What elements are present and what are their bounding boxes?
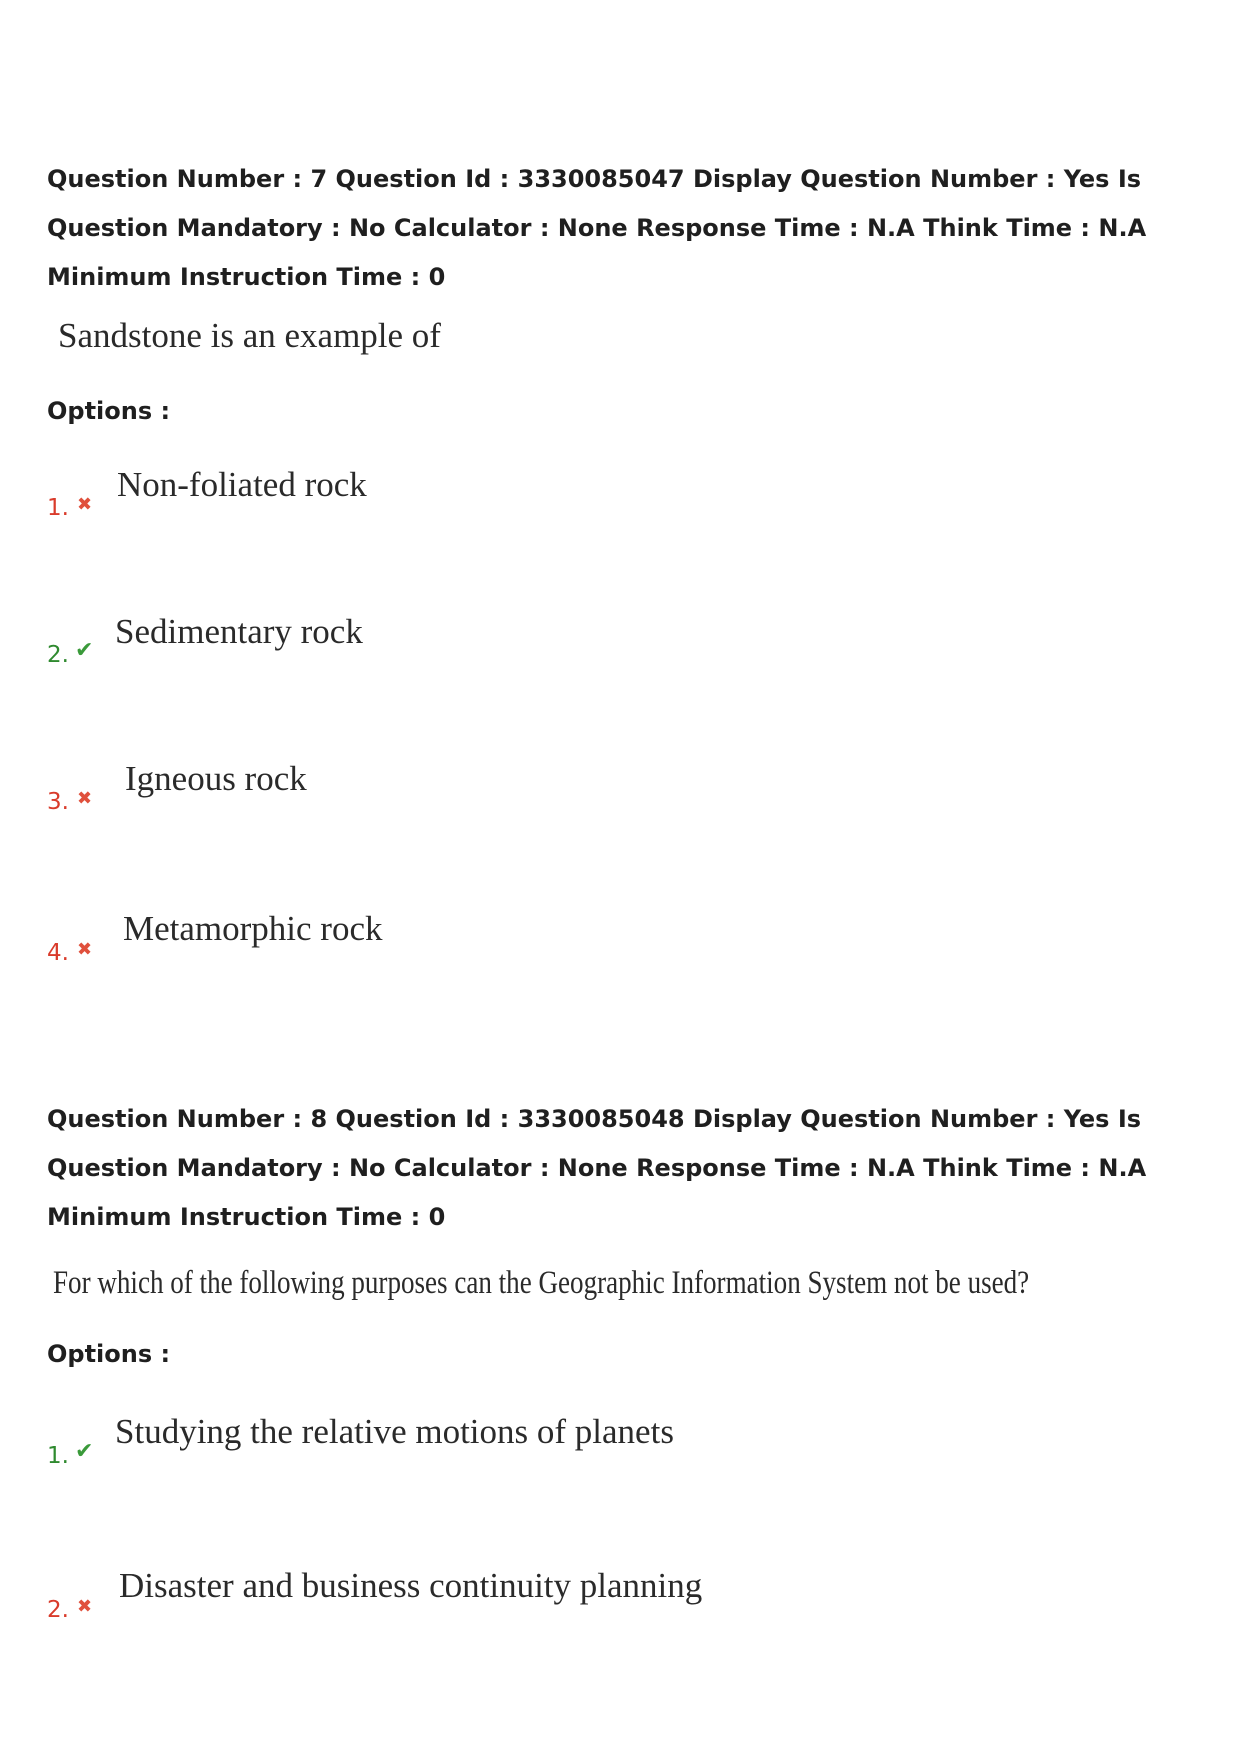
check-icon: ✔ (75, 1439, 94, 1464)
question-meta: Question Number : 7 Question Id : 3330085047 Display Question Number : Yes Is Question Mandatory : No Calculator : None Response Time : N.A Think Time : N.A Minimum Instruction Time : 0 (47, 165, 1147, 291)
question-meta: Question Number : 8 Question Id : 3330085048 Display Question Number : Yes Is Question Mandatory : No Calculator : None Response Time : N.A Think Time : N.A Minimum Instruction Time : 0 (47, 1105, 1147, 1231)
option-text: Sedimentary rock (115, 612, 363, 651)
options-label: Options : (47, 1340, 171, 1368)
option-number: 4. (47, 940, 69, 966)
options-label: Options : (47, 397, 171, 425)
option-item (47, 1412, 947, 1472)
option-number: 2. (47, 642, 69, 668)
option-text: Igneous rock (125, 759, 307, 798)
option-text: Studying the relative motions of planets (115, 1412, 674, 1451)
option-number: 1. (47, 495, 69, 521)
option-text: Disaster and business continuity planning (119, 1566, 703, 1605)
option-item (47, 759, 947, 819)
option-number: 2. (47, 1597, 69, 1623)
option-item (47, 1566, 947, 1626)
option-item (47, 465, 947, 525)
option-number: 3. (47, 789, 69, 815)
option-item (47, 909, 947, 969)
cross-icon: ✖ (77, 494, 93, 515)
cross-icon: ✖ (77, 1596, 93, 1617)
option-number: 1. (47, 1443, 69, 1469)
cross-icon: ✖ (77, 788, 93, 809)
check-icon: ✔ (75, 638, 94, 663)
question-text: For which of the following purposes can the Geographic Information System not be used? (53, 1265, 1030, 1301)
option-item (47, 612, 947, 672)
cross-icon: ✖ (77, 939, 93, 960)
option-text: Metamorphic rock (123, 909, 383, 948)
option-text: Non-foliated rock (117, 465, 367, 504)
question-text: Sandstone is an example of (58, 316, 441, 355)
